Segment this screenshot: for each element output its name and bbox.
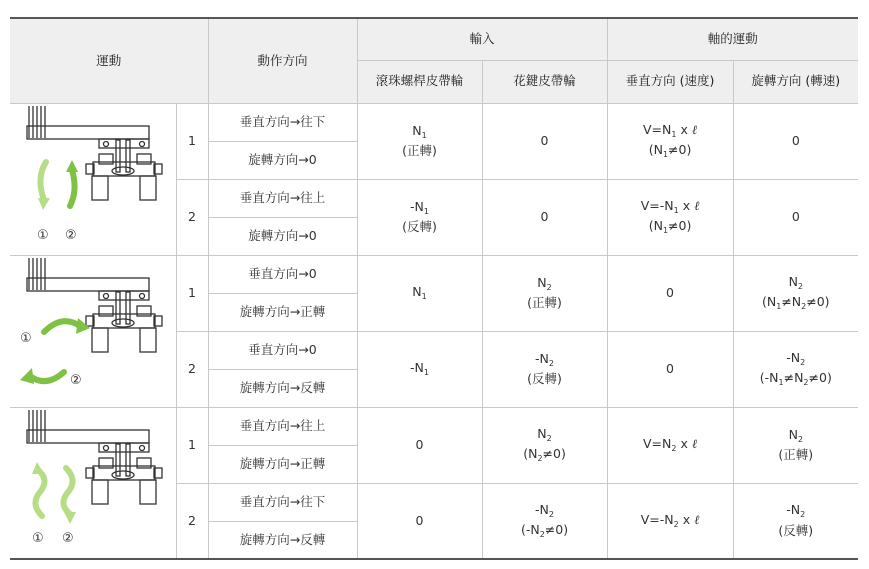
axis-rotation-value: 0 <box>733 179 858 255</box>
row-index: 2 <box>176 483 208 559</box>
op-vertical: 垂直方向→往下 <box>208 103 357 141</box>
marker-2: ② <box>62 530 74 546</box>
op-rotation: 旋轉方向→反轉 <box>208 521 357 559</box>
row-index: 1 <box>176 103 208 179</box>
group-1-figure <box>10 103 176 255</box>
axis-vertical-value: 0 <box>607 331 733 407</box>
axis-rotation-value: 0 <box>733 103 858 179</box>
header-axis-rotation: 旋轉方向 (轉速) <box>733 60 858 103</box>
ball-screw-input: $N_1$ (正轉) <box>357 103 482 179</box>
ball-screw-input: $N_1$ <box>357 255 482 331</box>
spline-input: $N_2$ $(N_2\ne 0)$ <box>482 407 607 483</box>
ball-screw-input: $-N_1$ <box>357 331 482 407</box>
machine-diagram-combined-icon <box>10 408 176 560</box>
row-index: 1 <box>176 255 208 331</box>
marker-1: ① <box>32 530 44 546</box>
machine-diagram-vertical-icon <box>10 104 176 256</box>
header-direction: 動作方向 <box>208 18 357 103</box>
spline-input: $-N_2$ $(-N_2\ne 0)$ <box>482 483 607 559</box>
header-input: 輸入 <box>357 18 607 60</box>
header-motion: 運動 <box>10 18 208 103</box>
op-rotation: 旋轉方向→0 <box>208 217 357 255</box>
op-rotation: 旋轉方向→正轉 <box>208 445 357 483</box>
row-index: 2 <box>176 179 208 255</box>
axis-vertical-value: $V=-N_2$ x ℓ <box>607 483 733 559</box>
group-3-figure <box>10 407 176 559</box>
op-rotation: 旋轉方向→反轉 <box>208 369 357 407</box>
axis-vertical-value: $V=N_1$ x ℓ $(N_1\ne 0)$ <box>607 103 733 179</box>
spline-input: $-N_2$ (反轉) <box>482 331 607 407</box>
ball-screw-input: 0 <box>357 407 482 483</box>
header-axis-vertical: 垂直方向 (速度) <box>607 60 733 103</box>
row-index: 1 <box>176 407 208 483</box>
motion-table <box>10 17 858 560</box>
header-axis: 軸的運動 <box>607 18 858 60</box>
group-2-figure <box>10 255 176 407</box>
op-rotation: 旋轉方向→正轉 <box>208 293 357 331</box>
machine-diagram-rotation-icon <box>10 256 176 408</box>
ball-screw-input: 0 <box>357 483 482 559</box>
op-rotation: 旋轉方向→0 <box>208 141 357 179</box>
spline-input: $N_2$ (正轉) <box>482 255 607 331</box>
marker-2: ② <box>65 227 77 243</box>
axis-vertical-value: $V=N_2$ x ℓ <box>607 407 733 483</box>
op-vertical: 垂直方向→往上 <box>208 179 357 217</box>
axis-rotation-value: $-N_2$ $(-N_1\ne N_2\ne 0)$ <box>733 331 858 407</box>
op-vertical: 垂直方向→0 <box>208 331 357 369</box>
axis-vertical-value: 0 <box>607 255 733 331</box>
op-vertical: 垂直方向→0 <box>208 255 357 293</box>
spline-input: 0 <box>482 103 607 179</box>
axis-rotation-value: $-N_2$ (反轉) <box>733 483 858 559</box>
op-vertical: 垂直方向→往下 <box>208 483 357 521</box>
header-input-ball: 滾珠螺桿皮帶輪 <box>357 60 482 103</box>
ball-screw-input: $-N_1$ (反轉) <box>357 179 482 255</box>
row-index: 2 <box>176 331 208 407</box>
marker-1: ① <box>37 227 49 243</box>
axis-rotation-value: $N_2$ (正轉) <box>733 407 858 483</box>
axis-vertical-value: $V=-N_1$ x ℓ $(N_1\ne 0)$ <box>607 179 733 255</box>
spline-input: 0 <box>482 179 607 255</box>
marker-1: ① <box>20 330 32 346</box>
marker-2: ② <box>70 372 82 388</box>
op-vertical: 垂直方向→往上 <box>208 407 357 445</box>
motion-table-container <box>10 17 858 560</box>
axis-rotation-value: $N_2$ $(N_1\ne N_2\ne 0)$ <box>733 255 858 331</box>
header-input-spline: 花鍵皮帶輪 <box>482 60 607 103</box>
